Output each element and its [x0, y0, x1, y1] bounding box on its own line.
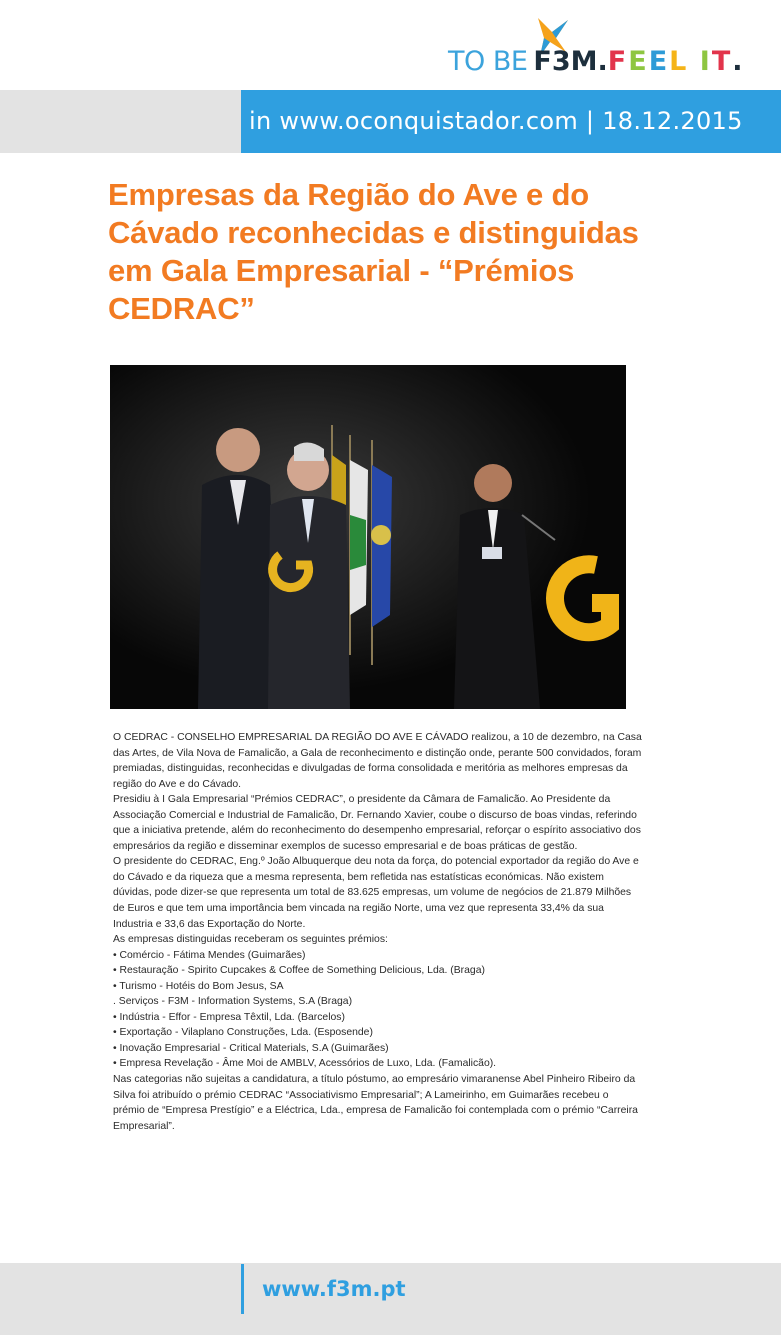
prize-item: • Comércio - Fátima Mendes (Guimarães)	[113, 949, 306, 961]
article-photo	[110, 365, 626, 709]
article-paragraph: O CEDRAC - CONSELHO EMPRESARIAL DA REGIÃO DO AVE E CÁVADO realizou, a 10 de dezembro, na Casa das Artes, de Vila Nova de Famalicão, a Gala de reconhecimento e distinção onde, perante 500 convidados, foram premiadas, distinguidas, reconhecidas e divulgadas de forma consolidada e meritória as melhores empresas da região do Ave e do Cávado.	[113, 732, 642, 790]
logo-letter: E	[628, 46, 649, 77]
prize-list	[113, 948, 643, 1072]
article-paragraph: Presidiu à I Gala Empresarial “Prémios CEDRAC”, o presidente da Câmara de Famalicão. Ao Presidente da Associação Comercial e Industrial de Famalicão, Dr. Fernando Xavier, coube o discurso de boas vindas, referindo que a iniciativa pretende, além do reconhecimento do desempenho empresarial, reforçar o espírito associativo dos empresários da região e disseminar exemplos de sucesso empresarial e de boas práticas de gestão.	[113, 794, 641, 852]
logo-letter: E	[648, 46, 670, 77]
prize-item: • Restauração - Spirito Cupcakes & Coffee de Something Delicious, Lda. (Braga)	[113, 965, 485, 977]
prize-item: • Exportação - Vilaplano Construções, Lda. (Esposende)	[113, 1027, 373, 1039]
source-line: in www.oconquistador.com | 18.12.2015	[241, 90, 781, 153]
logo-letter: F	[607, 46, 629, 77]
prize-item: . Serviços - F3M - Information Systems, S.A (Braga)	[113, 996, 353, 1008]
logo-brand: F3M	[533, 46, 598, 77]
article-closing: Nas categorias não sujeitas a candidatura, a título póstumo, ao empresário vimaranense Abel Pinheiro Ribeiro da Silva foi atribuído o prémio CEDRAC “Associativismo Empresarial”; A Lameirinho, em Guimarães recebeu o prémio de “Empresa Prestígio” e a Eléctrica, Lda., empresa de Famalicão foi contemplada com o prémio “Carreira Empresarial”.	[113, 1074, 638, 1132]
logo-tagline: TO BE	[448, 46, 528, 77]
logo-letter: I	[699, 46, 712, 77]
article-paragraph: O presidente do CEDRAC, Eng.º João Albuquerque deu nota da força, do potencial exportador da região do Ave e do Cávado e da riqueza que a mesma representa, bem refletida nas estatísticas económicas. Não existem dúvidas, pode dizer-se que representa um total de 83.625 empresas, um volume de negócios de 21.879 Milhões de Euros e que tem uma importância bem vincada na região Norte, uma vez que representa 33,4% da sua Industria e 33,6 das Exportação do Norte.	[113, 856, 639, 930]
award-ceremony-illustration	[110, 365, 626, 709]
prize-item: • Inovação Empresarial - Critical Materials, S.A (Guimarães)	[113, 1042, 389, 1054]
prize-item: • Empresa Revelação - Âme Moi de AMBLV, Acessórios de Luxo, Lda. (Famalicão).	[113, 1058, 497, 1070]
logo-feel-it	[608, 46, 732, 77]
article-body	[113, 730, 643, 1134]
prize-item: • Turismo - Hotéis do Bom Jesus, SA	[113, 980, 284, 992]
footer-divider	[241, 1264, 244, 1314]
logo-letter	[688, 46, 699, 77]
logo-letter: L	[669, 46, 689, 77]
prize-item: • Indústria - Effor - Empresa Têxtil, Lda. (Barcelos)	[113, 1011, 345, 1023]
article-paragraph: As empresas distinguidas receberam os seguintes prémios:	[113, 934, 388, 946]
footer-url-link[interactable]: www.f3m.pt	[262, 1277, 406, 1301]
f3m-logo[interactable]	[448, 40, 768, 84]
header-band-grey	[0, 90, 241, 153]
article-headline: Empresas da Região do Ave e do Cávado reconhecidas e distinguidas em Gala Empresarial - “Prémios CEDRAC”	[108, 177, 639, 326]
logo-separator: .	[597, 46, 608, 77]
logo-final-dot: .	[732, 46, 743, 77]
logo-letter: T	[711, 46, 733, 77]
